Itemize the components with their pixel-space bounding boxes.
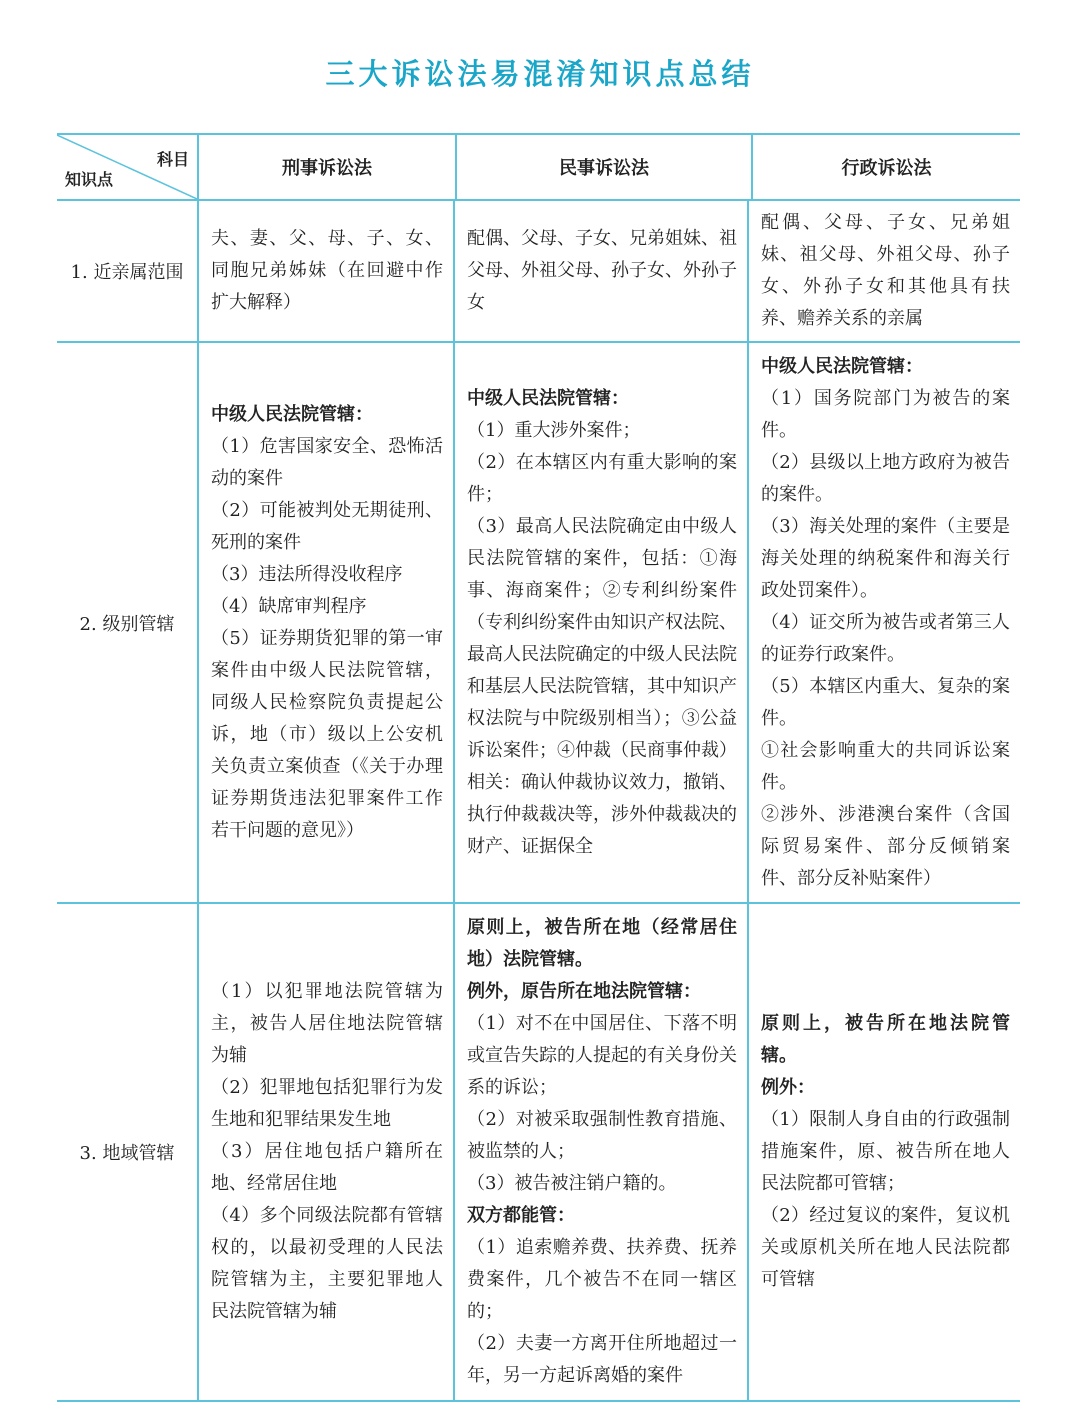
table-row [57, 904, 1020, 1402]
civil-cell [455, 904, 749, 1400]
cell-paragraph: （2）经过复议的案件，复议机关或原机关所在地人民法院都可管辖 [761, 1205, 1010, 1290]
cell-paragraph: 中级人民法院管辖： [211, 403, 373, 425]
cell-paragraph: （5）证券期货犯罪的第一审案件由中级人民法院管辖，同级人民检察院负责提起公诉，地（市）级以上公安机关负责立案侦查（《关于办理证券期货违法犯罪案件工作若干问题的意见》） [211, 627, 443, 841]
cell-paragraph: （1）限制人身自由的行政强制措施案件，原、被告所在地人民法院都可管辖； [761, 1109, 1010, 1194]
cell-paragraph: （1）以犯罪地法院管辖为主，被告人居住地法院管辖为辅 [211, 981, 443, 1066]
cell-paragraph: （4）证交所为被告或者第三人的证券行政案件。 [761, 611, 1010, 665]
corner-subject-label: 科目 [156, 150, 189, 169]
cell-paragraph: （2）犯罪地包括犯罪行为发生地和犯罪结果发生地 [211, 1077, 443, 1130]
cell-paragraph: （1）对不在中国居住、下落不明或宣告失踪的人提起的有关身份关系的诉讼； [467, 1013, 737, 1098]
cell-paragraph: （4）缺席审判程序 [211, 595, 367, 617]
table-row [57, 343, 1020, 904]
cell-paragraph: （1）国务院部门为被告的案件。 [761, 387, 1010, 441]
criminal-cell [199, 201, 455, 341]
table-header-row [57, 133, 1020, 201]
column-header-civil: 民事诉讼法 [457, 135, 753, 199]
column-header-criminal: 刑事诉讼法 [199, 135, 457, 199]
cell-paragraph: ①社会影响重大的共同诉讼案件。 [761, 739, 1010, 793]
cell-paragraph: （3）海关处理的案件（主要是海关处理的纳税案件和海关行政处罚案件）。 [761, 515, 1010, 601]
civil-cell [455, 343, 749, 902]
cell-paragraph: （2）在本辖区内有重大影响的案件； [467, 451, 737, 505]
comparison-table [57, 133, 1020, 1402]
cell-paragraph: 配偶、父母、子女、兄弟姐妹、祖父母、外祖父母、孙子女、外孙子女和其他具有扶养、赡养关系的亲属 [761, 212, 1010, 329]
corner-cell [57, 135, 199, 199]
column-header-admin: 行政诉讼法 [841, 158, 932, 179]
row-label: 1. 近亲属范围 [57, 201, 199, 341]
civil-cell [455, 201, 749, 341]
cell-paragraph: 中级人民法院管辖： [761, 355, 923, 377]
cell-paragraph: （5）本辖区内重大、复杂的案件。 [761, 675, 1010, 729]
cell-paragraph: ②涉外、涉港澳台案件（含国际贸易案件、部分反倾销案件、部分反补贴案件） [761, 803, 1010, 889]
cell-paragraph: 夫、妻、父、母、子、女、同胞兄弟姊妹（在回避中作扩大解释） [211, 228, 443, 313]
criminal-cell [199, 904, 455, 1400]
cell-paragraph: 例外，原告所在地法院管辖： [467, 981, 701, 1002]
cell-paragraph: 双方都能管： [467, 1205, 575, 1226]
cell-paragraph: （4）多个同级法院都有管辖权的，以最初受理的人民法院管辖为主，主要犯罪地人民法院管辖为辅 [211, 1205, 443, 1322]
table-row [57, 201, 1020, 343]
row-label: 2. 级别管辖 [57, 343, 199, 902]
page-title: 三大诉讼法易混淆知识点总结 [325, 57, 755, 91]
admin-cell [749, 201, 1020, 341]
cell-paragraph: 中级人民法院管辖： [467, 387, 629, 409]
admin-cell [749, 904, 1020, 1400]
cell-paragraph: （1）危害国家安全、恐怖活动的案件 [211, 435, 443, 489]
cell-paragraph: （2）可能被判处无期徒刑、死刑的案件 [211, 499, 443, 553]
cell-paragraph: （2）县级以上地方政府为被告的案件。 [761, 451, 1010, 505]
row-label: 3. 地域管辖 [57, 904, 199, 1400]
cell-paragraph: （1）重大涉外案件； [467, 419, 641, 441]
cell-paragraph: （3）最高人民法院确定由中级人民法院管辖的案件，包括：①海事、海商案件；②专利纠纷案件（专利纠纷案件由知识产权法院、最高人民法院确定的中级人民法院和基层人民法院管辖，其中知识产权法院与中院级别相当）；③公益诉讼案件；④仲裁（民商事仲裁）相关：确认仲裁协议效力，撤销、执行仲裁裁决等，涉外仲裁裁决的财产、证据保全 [467, 515, 737, 857]
cell-paragraph: 配偶、父母、子女、兄弟姐妹、祖父母、外祖父母、孙子女、外孙子女 [467, 228, 737, 313]
cell-paragraph: 原则上，被告所在地（经常居住地）法院管辖。 [467, 917, 737, 970]
cell-paragraph: 原则上，被告所在地法院管辖。 [761, 1013, 1010, 1066]
cell-paragraph: （3）被告被注销户籍的。 [467, 1173, 677, 1194]
criminal-cell [199, 343, 455, 902]
cell-paragraph: （2）夫妻一方离开住所地超过一年，另一方起诉离婚的案件 [467, 1333, 737, 1386]
admin-cell [749, 343, 1020, 902]
cell-paragraph: 例外： [761, 1077, 815, 1098]
corner-topic-label: 知识点 [65, 170, 114, 189]
cell-paragraph: （1）追索赡养费、扶养费、抚养费案件，几个被告不在同一辖区的； [467, 1237, 737, 1322]
cell-paragraph: （2）对被采取强制性教育措施、被监禁的人； [467, 1109, 737, 1162]
cell-paragraph: （3）违法所得没收程序 [211, 563, 403, 585]
cell-paragraph: （3）居住地包括户籍所在地、经常居住地 [211, 1141, 443, 1194]
